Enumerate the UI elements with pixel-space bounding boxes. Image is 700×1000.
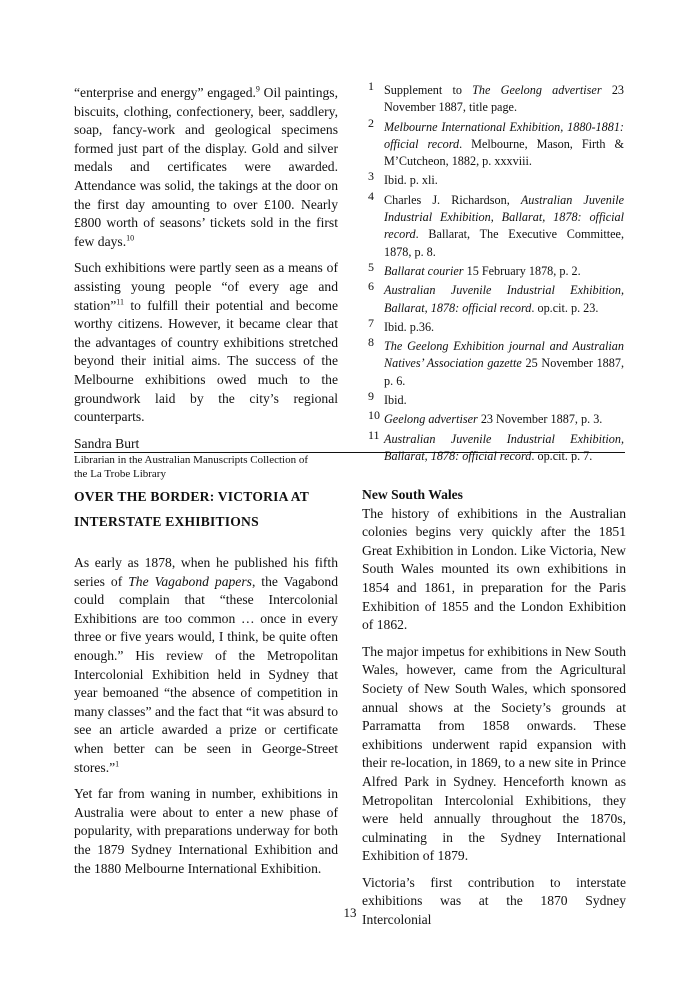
endnote-number: 7 bbox=[368, 315, 374, 330]
endnote bbox=[368, 389, 624, 409]
italic-text: Australian Juvenile Industrial Exhibition, Ballarat, 1878: official record bbox=[384, 283, 624, 315]
endnote-text bbox=[384, 172, 624, 189]
top-left-column bbox=[74, 84, 338, 481]
italic-text: Melbourne International Exhibition, 1880-1881: official record bbox=[384, 119, 624, 151]
text-run: Supplement to bbox=[384, 83, 473, 97]
subsection-heading: New South Wales bbox=[362, 487, 463, 502]
endnote-number: 1 bbox=[368, 79, 374, 93]
text-run: Victoria’s first contribution to interstate exhibitions was at the 1870 Sydney Intercolonial bbox=[362, 874, 626, 928]
endnote-number: 5 bbox=[368, 259, 374, 274]
endnote-text bbox=[384, 319, 624, 336]
text-run: Ibid. p. xli. bbox=[384, 173, 438, 188]
text-run: Ibid. bbox=[384, 393, 407, 408]
text-run: Such exhibitions were partly seen as a means of assisting young people “of every age and station” bbox=[74, 260, 338, 313]
endnote-number: 6 bbox=[368, 279, 374, 294]
endnote bbox=[368, 335, 624, 390]
endnote bbox=[368, 315, 624, 336]
paragraph bbox=[74, 785, 338, 878]
text-run: . Ballarat, The Executive Committee, 1878, p. 8. bbox=[384, 227, 624, 259]
endnote-number: 3 bbox=[368, 169, 374, 184]
endnote-text bbox=[384, 431, 624, 466]
paragraph bbox=[362, 874, 626, 930]
endnote-text bbox=[384, 192, 624, 261]
endnote-text bbox=[384, 338, 624, 390]
paragraph bbox=[74, 84, 338, 251]
endnote-number: 8 bbox=[368, 335, 374, 350]
endnote bbox=[368, 408, 624, 428]
text-run: . Melbourne, Mason, Firth & M’Cutcheon, 1882, p. xxxviii. bbox=[384, 136, 624, 169]
paragraph bbox=[362, 643, 626, 866]
italic-text: The Vagabond papers bbox=[128, 573, 252, 589]
endnote bbox=[368, 115, 624, 171]
endnote-text bbox=[384, 82, 624, 117]
endnote-text bbox=[384, 263, 624, 280]
text-run: As early as 1878, when he published his fifth series of bbox=[74, 555, 338, 589]
endnote-text bbox=[384, 282, 624, 317]
author-role: Librarian in the Australian Manuscripts Collection of the La Trobe Library bbox=[74, 453, 309, 480]
endnote bbox=[368, 79, 624, 117]
endnote-number: 9 bbox=[368, 389, 374, 404]
italic-text: Ballarat courier bbox=[384, 263, 464, 278]
text-run: Yet far from waning in number, exhibitions in Australia were about to enter a new phase of popularity, with preparations underway for both the 1879 Sydney International Exhibition and the 1880 Melbourne International Exhibition. bbox=[74, 786, 338, 876]
text-run: “enterprise and energy” engaged. bbox=[74, 85, 256, 100]
italic-text: The Geelong advertiser bbox=[472, 83, 602, 97]
endnote-number: 2 bbox=[368, 115, 374, 130]
endnote-number: 4 bbox=[368, 188, 374, 203]
endnote bbox=[368, 169, 624, 189]
text-run: 25 November 1887, p. 6. bbox=[384, 356, 624, 388]
endnote-text bbox=[384, 392, 624, 409]
text-run: to fulfill their potential and become worthy citizens. However, it became clear that the advantages of country exhibitions stretched beyond their initial aims. The success of the Melbourne exhibitions owed much to the groundwork laid by the city’s regional counterparts. bbox=[74, 297, 338, 425]
section-divider bbox=[74, 452, 625, 453]
paragraph bbox=[74, 554, 338, 777]
endnote bbox=[368, 188, 625, 261]
text-run: , the Vagabond could complain that “these Intercolonial Exhibitions are too common … once in every three or five years would, I think, be quite often enough.” His review of the Metropolitan Intercolonial Exhibition held in Sydney that year bemoaned “the absence of competition in many classes” and the fact that “it was absurd to see an article awarded a prize or certificate when better can be seen in George-Street stores.” bbox=[74, 573, 338, 775]
text-run: The history of exhibitions in the Australian colonies begins very quickly after the 1851 Great Exhibition in London. Like Victoria, New South Wales mounted its own exhibitions in 1854 and 1861, in preparation for the Paris Exhibition of 1855 and the London Exhibition of 1862. bbox=[362, 505, 626, 633]
endnote-number: 10 bbox=[368, 408, 380, 423]
endnote bbox=[368, 427, 624, 466]
note-reference: 1 bbox=[115, 759, 120, 768]
endnote bbox=[368, 259, 624, 280]
endnote-text bbox=[384, 119, 624, 171]
endnote-text bbox=[384, 411, 624, 428]
text-run: 23 November 1887, p. 3. bbox=[477, 412, 603, 427]
text-run: . op.cit. p. 7. bbox=[531, 448, 593, 463]
bottom-right-column bbox=[362, 486, 626, 938]
italic-text: Geelong advertiser bbox=[384, 412, 478, 427]
text-run: 23 November 1887, title page. bbox=[384, 83, 624, 115]
note-reference: 11 bbox=[116, 297, 124, 306]
section-title: OVER THE BORDER: VICTORIA AT INTERSTATE EXHIBITIONS bbox=[74, 489, 309, 529]
text-run: Ibid. p.36. bbox=[384, 319, 435, 334]
note-reference: 9 bbox=[255, 84, 260, 94]
text-run: The major impetus for exhibitions in New South Wales, however, came from the Agricultural Society of New South Wales, which sponsored annual shows at the Society’s grounds at Parramatta from 1858 onwards. These exhibitions underwent rapid expansion with their re-location, in 1869, to a new site in Prince Alfred Park in Sydney. Henceforth known as Metropolitan Intercolonial Exhibitions, they were held annually throughout the 1870s, culminating in the Sydney International Exhibition of 1879. bbox=[362, 643, 626, 864]
bottom-left-column bbox=[74, 484, 338, 886]
author-name: Sandra Burt bbox=[74, 435, 140, 451]
endnotes-list bbox=[368, 79, 625, 467]
paragraph bbox=[362, 505, 626, 635]
text-run: . op.cit. p. 23. bbox=[531, 300, 599, 315]
italic-text: The Geelong Exhibition journal and Australian Natives’ Association gazette bbox=[384, 339, 624, 371]
note-reference: 10 bbox=[126, 233, 135, 243]
text-run: Charles J. Richardson, bbox=[384, 192, 521, 207]
page-number: 13 bbox=[343, 905, 357, 920]
paragraph bbox=[74, 259, 338, 426]
italic-text: Australian Juvenile Industrial Exhibition, Ballarat, 1878: official record bbox=[384, 192, 625, 242]
italic-text: Australian Juvenile Industrial Exhibition, Ballarat, 1878: official record bbox=[384, 431, 624, 463]
endnote bbox=[368, 279, 624, 317]
text-run: Oil paintings, biscuits, clothing, confectionery, beer, saddlery, soap, fancy-work and geological specimens formed just part of the display. Gold and silver medals and certificates were awarded. Attendance was solid, the takings at the door on the first day amounting to over £100. Nearly £800 worth of seasons’ tickets sold in the first few days. bbox=[74, 85, 338, 249]
endnote-number: 11 bbox=[368, 427, 380, 442]
text-run: 15 February 1878, p. 2. bbox=[463, 263, 581, 278]
